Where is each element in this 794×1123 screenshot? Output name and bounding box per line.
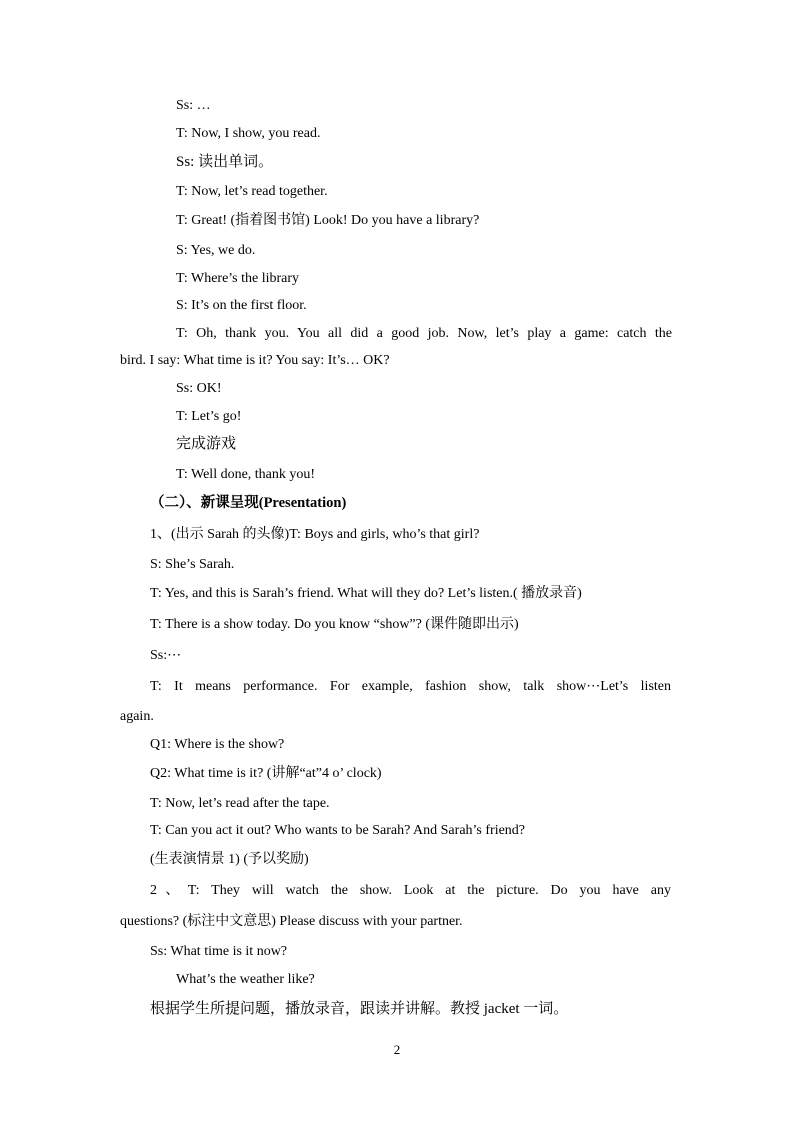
text-line: Ss:⋯ <box>150 648 182 663</box>
text-line: Q2: What time is it? (讲解“at”4 o’ clock) <box>150 766 382 781</box>
text-line: T: Yes, and this is Sarah’s friend. What will they do? Let’s listen.( 播放录音) <box>150 586 582 601</box>
text-line: T: Well done, thank you! <box>176 467 316 482</box>
text-line: S: She’s Sarah. <box>150 557 235 572</box>
text-line: Q1: Where is the show? <box>150 737 285 752</box>
text-line: 根据学生所提问题，播放录音，跟读并讲解。教授 jacket 一词。 <box>150 1001 569 1017</box>
text-line: T: It means performance. For example, fashion show, talk show⋯Let’s listen <box>150 679 671 694</box>
text-line: 2、T: They will watch the show. Look at the picture. Do you have any <box>150 883 671 898</box>
text-line: Ss: What time is it now? <box>150 944 288 959</box>
page-number: 2 <box>393 1042 401 1057</box>
text-line: Ss: … <box>176 98 211 113</box>
text-line: Ss: 读出单词。 <box>176 154 274 170</box>
text-line: T: There is a show today. Do you know “show”? (课件随即出示) <box>150 617 519 632</box>
text-line: T: Can you act it out? Who wants to be Sarah? And Sarah’s friend? <box>150 823 526 838</box>
text-line: T: Let’s go! <box>176 409 242 424</box>
text-line: T: Now, let’s read together. <box>176 184 328 199</box>
text-line: bird. I say: What time is it? You say: It’s… OK? <box>120 353 390 368</box>
text-line: 完成游戏 <box>176 436 237 452</box>
text-line: T: Great! (指着图书馆) Look! Do you have a library? <box>176 213 480 228</box>
text-line: S: It’s on the first floor. <box>176 298 307 313</box>
text-line: 1、(出示 Sarah 的头像)T: Boys and girls, who’s that girl? <box>150 527 480 542</box>
section-heading: （二）、新课呈现(Presentation) <box>150 495 347 511</box>
text-line: T: Now, let’s read after the tape. <box>150 796 330 811</box>
text-line: T: Oh, thank you. You all did a good job. Now, let’s play a game: catch the <box>176 326 672 341</box>
text-line: S: Yes, we do. <box>176 243 256 258</box>
text-line: Ss: OK! <box>176 381 222 396</box>
text-line: questions? (标注中文意思) Please discuss with your partner. <box>120 914 463 929</box>
text-line: T: Where’s the library <box>176 271 300 286</box>
text-line: (生表演情景 1) (予以奖励) <box>150 852 309 867</box>
text-line: What’s the weather like? <box>176 972 315 987</box>
text-line: again. <box>120 709 154 724</box>
text-line: T: Now, I show, you read. <box>176 126 321 141</box>
